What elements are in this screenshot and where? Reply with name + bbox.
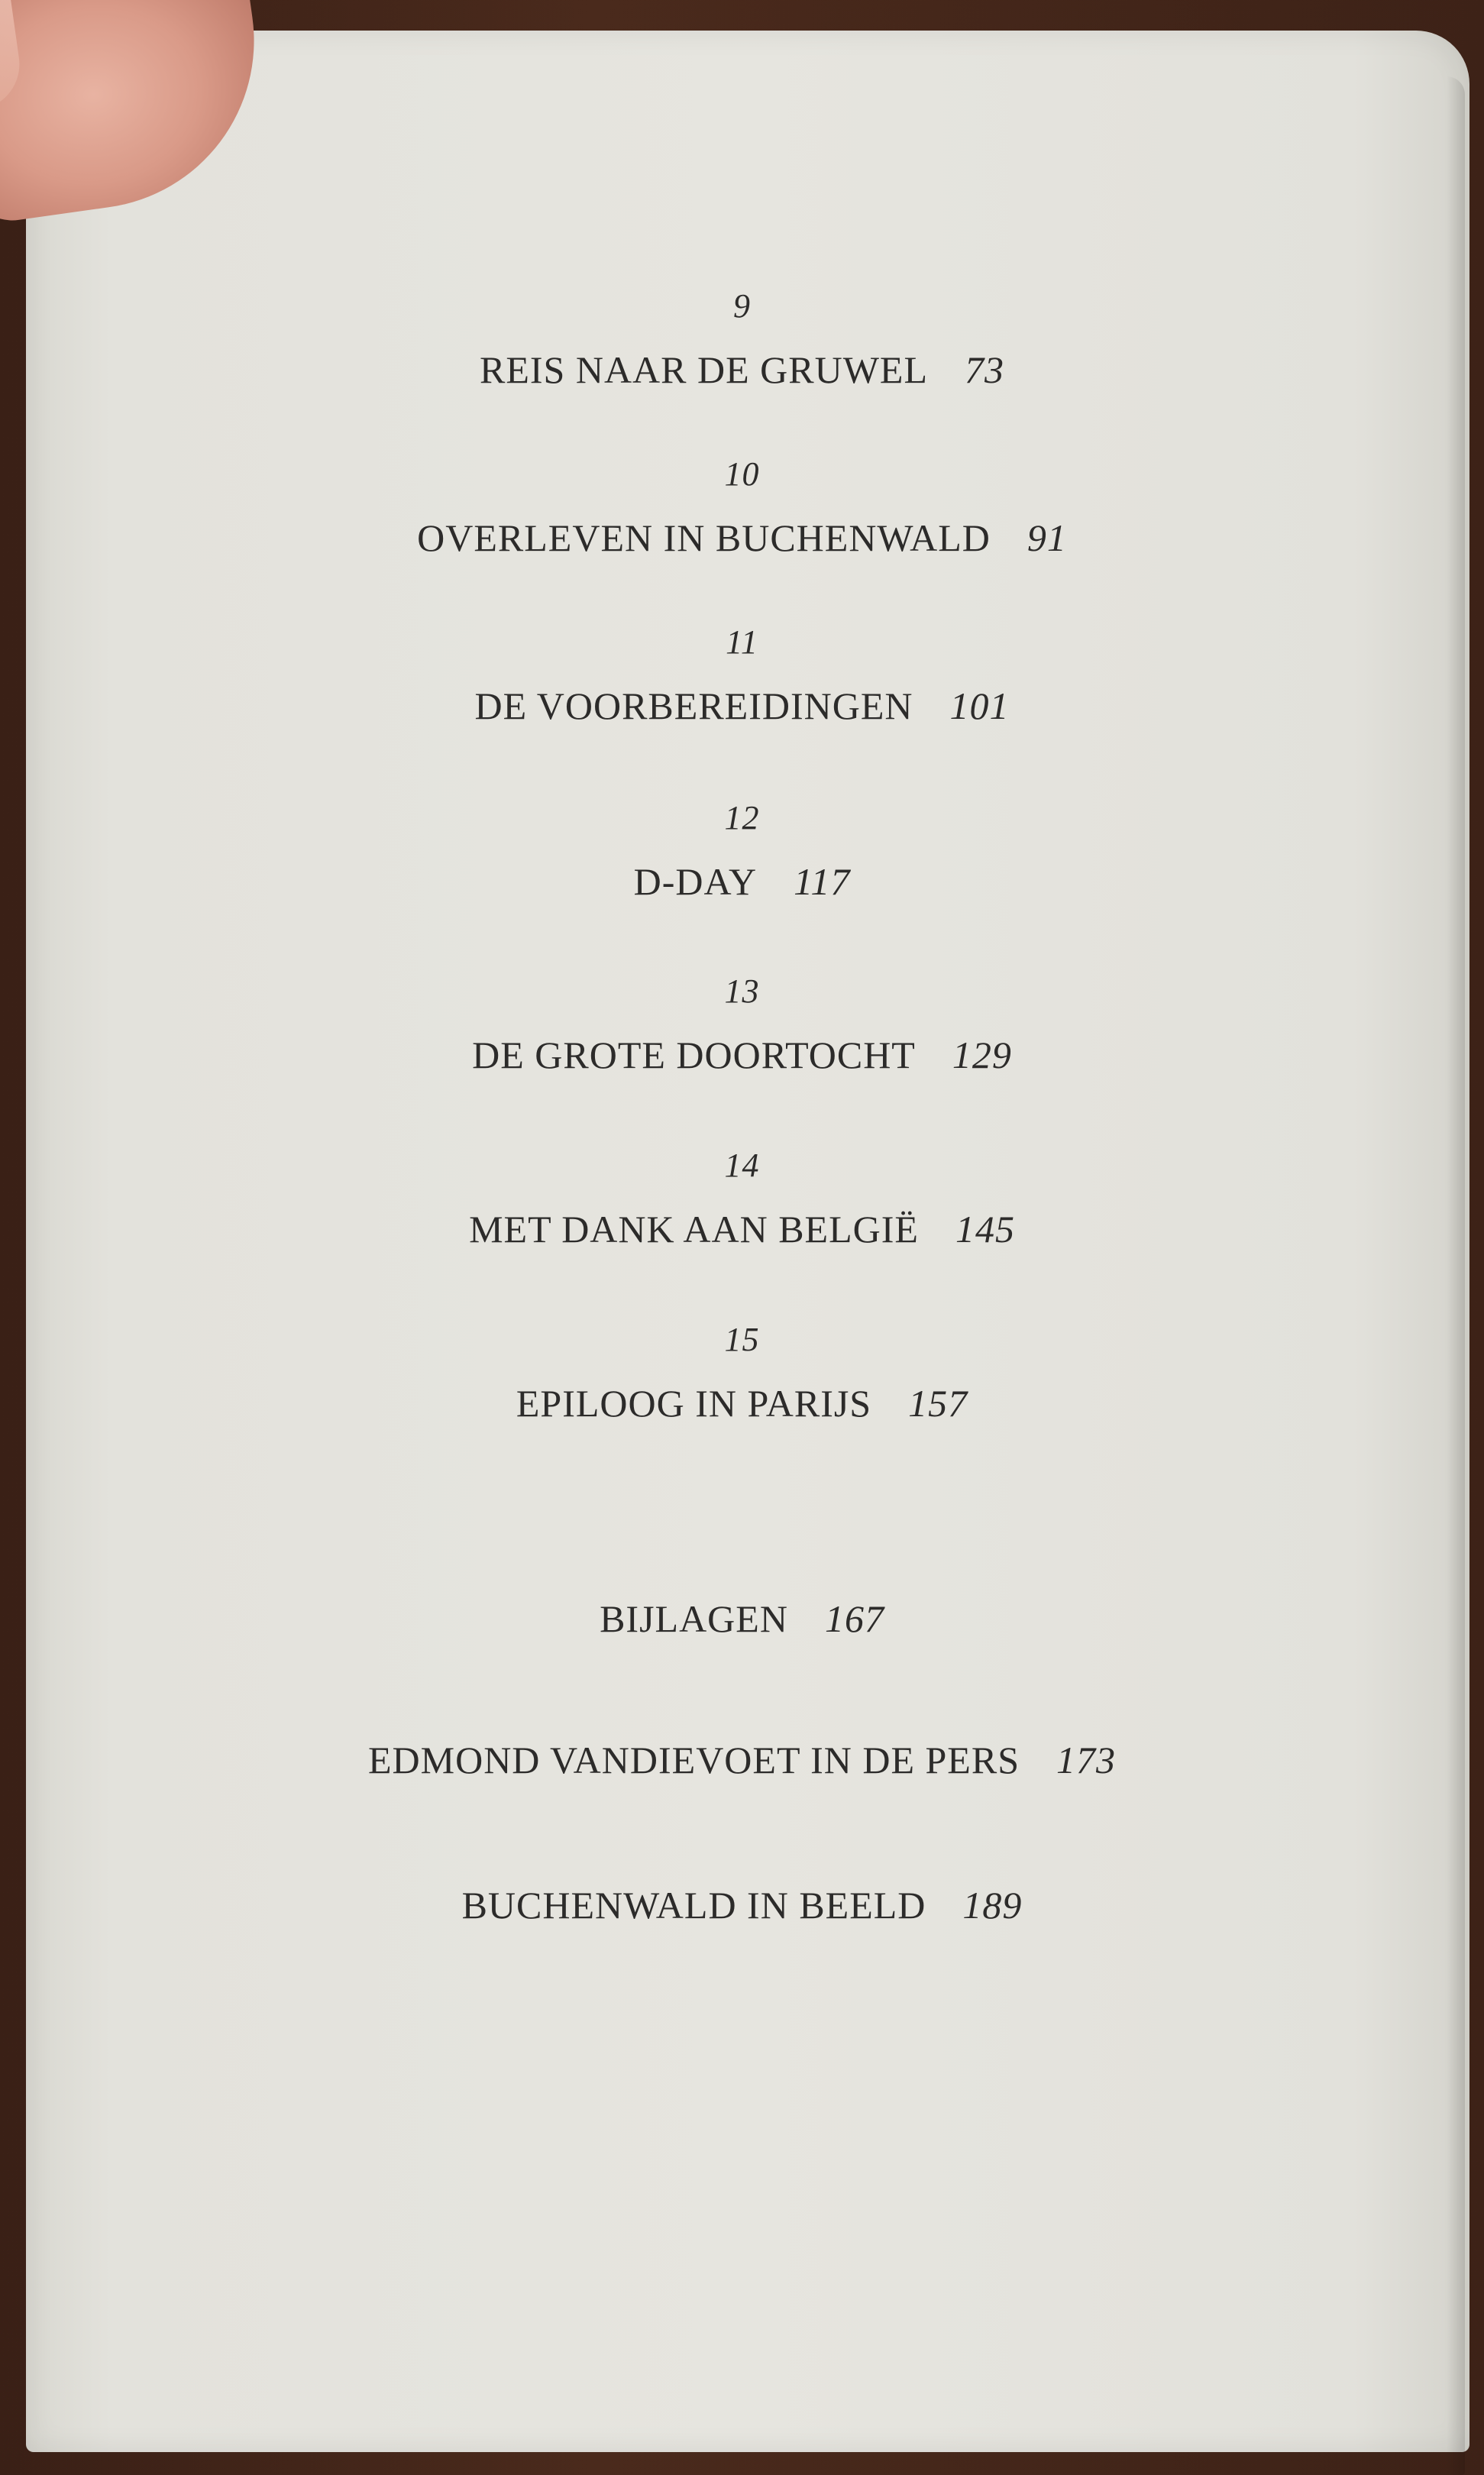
chapter-title: DE VOORBEREIDINGEN: [474, 684, 913, 727]
chapter-title: D-DAY: [633, 860, 758, 903]
page-number: 117: [794, 860, 851, 903]
chapter-number: 11: [726, 623, 758, 661]
chapter-number: 10: [724, 455, 760, 493]
toc-entry: [0, 1381, 1484, 1425]
chapter-title: REIS NAAR DE GRUWEL: [479, 348, 929, 391]
page-number: 101: [949, 684, 1010, 727]
toc-entry: [0, 1738, 1484, 1782]
page-number: 157: [908, 1382, 968, 1425]
toc-entry: [0, 516, 1484, 560]
chapter-title: MET DANK AAN BELGIË: [469, 1208, 919, 1250]
toc-entry: [0, 1207, 1484, 1251]
appendix-title: BUCHENWALD IN BEELD: [461, 1884, 926, 1927]
thumbnail: [0, 0, 25, 115]
appendix-title: BIJLAGEN: [600, 1597, 788, 1640]
page-number: 189: [962, 1884, 1023, 1927]
page-number: 73: [965, 348, 1005, 391]
toc-entry: [0, 348, 1484, 392]
chapter-number: 9: [733, 287, 751, 325]
toc-entry: [0, 1597, 1484, 1641]
chapter-number: 12: [724, 799, 760, 836]
chapter-title: DE GROTE DOORTOCHT: [472, 1034, 916, 1076]
page-number: 167: [824, 1597, 884, 1640]
page-number: 173: [1056, 1739, 1117, 1781]
page-number: 145: [955, 1208, 1015, 1250]
chapter-number: 14: [724, 1147, 760, 1184]
page-number: 91: [1027, 516, 1067, 559]
page-number: 129: [952, 1034, 1012, 1076]
chapter-title: EPILOOG IN PARIJS: [516, 1382, 872, 1425]
appendix-title: EDMOND VANDIEVOET IN DE PERS: [367, 1739, 1020, 1781]
toc-entry: [0, 859, 1484, 904]
toc-entry: [0, 684, 1484, 728]
chapter-title: OVERLEVEN IN BUCHENWALD: [417, 516, 991, 559]
chapter-number: 13: [724, 972, 760, 1010]
chapter-number: 15: [724, 1321, 760, 1358]
toc-entry: [0, 1033, 1484, 1077]
toc-entry: [0, 1883, 1484, 1927]
